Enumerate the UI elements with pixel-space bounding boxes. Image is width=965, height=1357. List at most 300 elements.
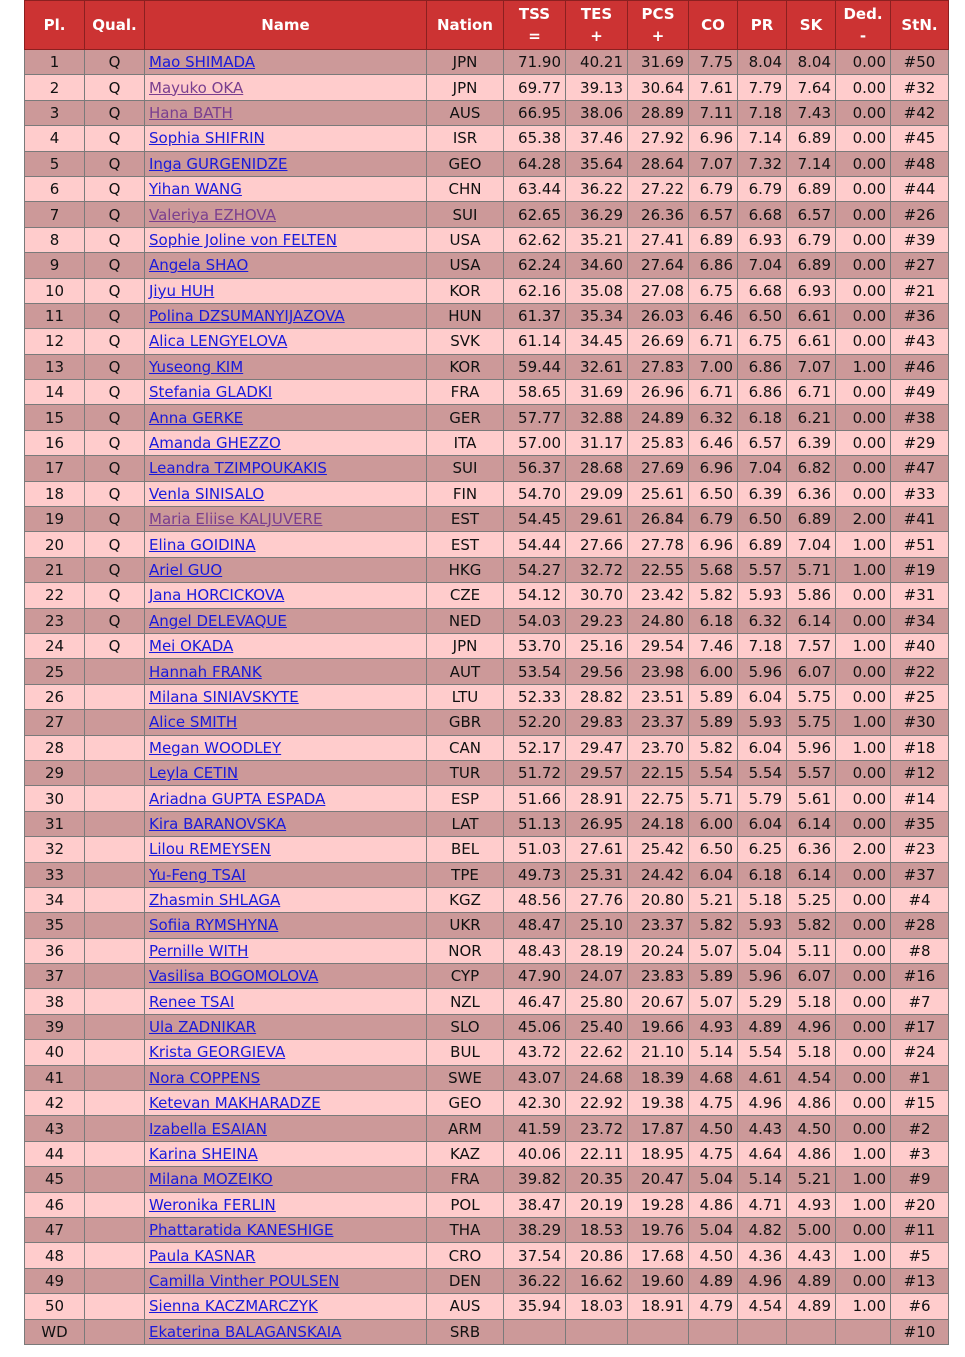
skater-name-link[interactable]: Maria Eliise KALJUVERE <box>149 510 323 529</box>
cell-nation: CRO <box>427 1243 504 1268</box>
cell-pcs: 20.67 <box>628 989 689 1014</box>
cell-nation: SUI <box>427 202 504 227</box>
cell-pcs: 22.55 <box>628 557 689 582</box>
cell-place: 27 <box>25 710 85 735</box>
cell-pr: 6.86 <box>738 380 787 405</box>
cell-co: 4.86 <box>689 1192 738 1217</box>
cell-name <box>145 1040 427 1065</box>
cell-pr: 6.25 <box>738 837 787 862</box>
cell-ded: 0.00 <box>836 151 891 176</box>
cell-tss: 48.43 <box>504 938 566 963</box>
skater-name-link[interactable]: Hannah FRANK <box>149 662 262 681</box>
cell-name <box>145 456 427 481</box>
table-row <box>25 1014 949 1039</box>
skater-name-link[interactable]: Nora COPPENS <box>149 1068 261 1087</box>
cell-pr: 6.04 <box>738 735 787 760</box>
cell-name <box>145 50 427 75</box>
cell-co: 5.71 <box>689 786 738 811</box>
cell-tes: 28.82 <box>566 684 628 709</box>
cell-qual <box>85 760 145 785</box>
skater-name-link[interactable]: Stefania GLADKI <box>149 383 273 402</box>
skater-name-link[interactable]: Sienna KACZMARCZYK <box>149 1297 318 1316</box>
skater-name-link[interactable]: Yihan WANG <box>149 180 242 199</box>
header-pcs-op: + <box>651 27 665 45</box>
cell-ded: 0.00 <box>836 1116 891 1141</box>
cell-tss: 54.45 <box>504 507 566 532</box>
cell-place: 10 <box>25 278 85 303</box>
cell-stn: #43 <box>891 329 949 354</box>
table-row <box>25 862 949 887</box>
skater-name-link[interactable]: Leyla CETIN <box>149 764 239 783</box>
table-row <box>25 1167 949 1192</box>
cell-place: 13 <box>25 354 85 379</box>
cell-stn: #24 <box>891 1040 949 1065</box>
cell-name <box>145 405 427 430</box>
table-row <box>25 50 949 75</box>
cell-name <box>145 151 427 176</box>
skater-name-link[interactable]: Valeriya EZHOVA <box>149 205 276 224</box>
cell-name <box>145 202 427 227</box>
skater-name-link[interactable]: Amanda GHEZZO <box>149 434 281 453</box>
cell-pcs: 31.69 <box>628 50 689 75</box>
cell-stn: #41 <box>891 507 949 532</box>
skater-name-link[interactable]: Milana MOZEIKO <box>149 1170 273 1189</box>
cell-pcs: 26.96 <box>628 380 689 405</box>
skater-name-link[interactable]: Ketevan MAKHARADZE <box>149 1094 321 1113</box>
cell-tss: 48.47 <box>504 913 566 938</box>
cell-place: 33 <box>25 862 85 887</box>
cell-nation: BUL <box>427 1040 504 1065</box>
cell-stn: #48 <box>891 151 949 176</box>
cell-nation: THA <box>427 1217 504 1242</box>
cell-stn: #39 <box>891 227 949 252</box>
cell-nation: KOR <box>427 354 504 379</box>
cell-stn: #47 <box>891 456 949 481</box>
skater-name-link[interactable]: Karina SHEINA <box>149 1144 258 1163</box>
table-row <box>25 786 949 811</box>
table-row <box>25 176 949 201</box>
skater-name-link[interactable]: Elina GOIDINA <box>149 535 256 554</box>
cell-tes: 30.70 <box>566 583 628 608</box>
cell-tss: 66.95 <box>504 100 566 125</box>
cell-nation: DEN <box>427 1268 504 1293</box>
cell-ded: 0.00 <box>836 405 891 430</box>
cell-place: 1 <box>25 50 85 75</box>
cell-ded: 0.00 <box>836 938 891 963</box>
skater-name-link[interactable]: Izabella ESAIAN <box>149 1119 267 1138</box>
cell-qual <box>85 735 145 760</box>
cell-pr: 4.89 <box>738 1014 787 1039</box>
cell-nation: JPN <box>427 75 504 100</box>
cell-stn: #9 <box>891 1167 949 1192</box>
skater-name-link[interactable]: Ekaterina BALAGANSKAIA <box>149 1322 342 1341</box>
skater-name-link[interactable]: Mei OKADA <box>149 637 234 656</box>
skater-name-link[interactable]: Megan WOODLEY <box>149 738 282 757</box>
table-row <box>25 608 949 633</box>
skater-name-link[interactable]: Jana HORCICKOVA <box>149 586 285 605</box>
cell-tes: 39.13 <box>566 75 628 100</box>
cell-sk <box>787 1319 836 1344</box>
cell-pr: 5.54 <box>738 1040 787 1065</box>
skater-name-link[interactable]: Krista GEORGIEVA <box>149 1043 286 1062</box>
cell-co: 6.57 <box>689 202 738 227</box>
cell-tss: 54.12 <box>504 583 566 608</box>
cell-nation: AUT <box>427 659 504 684</box>
cell-pcs: 18.39 <box>628 1065 689 1090</box>
cell-stn: #20 <box>891 1192 949 1217</box>
cell-nation: EST <box>427 532 504 557</box>
cell-ded: 0.00 <box>836 583 891 608</box>
skater-name-link[interactable]: Weronika FERLIN <box>149 1195 276 1214</box>
cell-pcs: 21.10 <box>628 1040 689 1065</box>
cell-ded: 0.00 <box>836 862 891 887</box>
cell-ded: 0.00 <box>836 481 891 506</box>
cell-sk: 6.14 <box>787 811 836 836</box>
cell-tss: 35.94 <box>504 1294 566 1319</box>
cell-pr: 6.50 <box>738 507 787 532</box>
cell-pcs: 17.68 <box>628 1243 689 1268</box>
cell-tss: 57.77 <box>504 405 566 430</box>
cell-nation: AUS <box>427 100 504 125</box>
skater-name-link[interactable]: Zhasmin SHLAGA <box>149 891 281 910</box>
table-row <box>25 1192 949 1217</box>
cell-pr: 6.86 <box>738 354 787 379</box>
cell-nation: ISR <box>427 126 504 151</box>
skater-name-link[interactable]: Mayuko OKA <box>149 78 244 97</box>
table-row <box>25 1294 949 1319</box>
skater-name-link[interactable]: Pernille WITH <box>149 941 249 960</box>
cell-name <box>145 862 427 887</box>
cell-qual: Q <box>85 278 145 303</box>
cell-stn: #46 <box>891 354 949 379</box>
header-pcs-label: PCS <box>641 5 675 23</box>
cell-nation: CHN <box>427 176 504 201</box>
cell-pr: 7.04 <box>738 253 787 278</box>
cell-sk: 7.04 <box>787 532 836 557</box>
skater-name-link[interactable]: Ariadna GUPTA ESPADA <box>149 789 326 808</box>
cell-place: 41 <box>25 1065 85 1090</box>
cell-place: 34 <box>25 887 85 912</box>
cell-stn: #3 <box>891 1141 949 1166</box>
cell-stn: #21 <box>891 278 949 303</box>
cell-pr: 6.93 <box>738 227 787 252</box>
cell-nation: FRA <box>427 1167 504 1192</box>
cell-name <box>145 837 427 862</box>
cell-pcs: 23.37 <box>628 710 689 735</box>
skater-name-link[interactable]: Paula KASNAR <box>149 1246 256 1265</box>
skater-name-link[interactable]: Ariel GUO <box>149 561 223 579</box>
table-row <box>25 278 949 303</box>
cell-stn: #44 <box>891 176 949 201</box>
cell-pcs: 26.84 <box>628 507 689 532</box>
cell-co: 6.18 <box>689 608 738 633</box>
cell-co: 4.79 <box>689 1294 738 1319</box>
skater-name-link[interactable]: Vasilisa BOGOMOLOVA <box>149 967 319 986</box>
cell-tss: 65.38 <box>504 126 566 151</box>
cell-name <box>145 811 427 836</box>
cell-qual <box>85 1040 145 1065</box>
cell-qual: Q <box>85 100 145 125</box>
skater-name-link[interactable]: Angel DELEVAQUE <box>149 611 287 630</box>
cell-pcs: 26.03 <box>628 303 689 328</box>
table-row <box>25 1243 949 1268</box>
cell-stn: #38 <box>891 405 949 430</box>
cell-place: 47 <box>25 1217 85 1242</box>
cell-ded: 0.00 <box>836 278 891 303</box>
cell-co: 4.89 <box>689 1268 738 1293</box>
cell-tss: 59.44 <box>504 354 566 379</box>
table-row <box>25 1141 949 1166</box>
cell-pcs: 20.24 <box>628 938 689 963</box>
skater-name-link[interactable]: Camilla Vinther POULSEN <box>149 1271 340 1290</box>
table-row <box>25 1268 949 1293</box>
cell-qual <box>85 1167 145 1192</box>
cell-qual: Q <box>85 227 145 252</box>
cell-sk: 5.21 <box>787 1167 836 1192</box>
cell-place: 20 <box>25 532 85 557</box>
cell-sk: 6.07 <box>787 964 836 989</box>
cell-sk: 7.57 <box>787 633 836 658</box>
cell-pcs: 24.18 <box>628 811 689 836</box>
cell-place: 21 <box>25 557 85 582</box>
cell-stn: #10 <box>891 1319 949 1344</box>
cell-pr: 7.79 <box>738 75 787 100</box>
cell-tss: 62.16 <box>504 278 566 303</box>
cell-pr: 4.61 <box>738 1065 787 1090</box>
cell-pr: 4.96 <box>738 1091 787 1116</box>
cell-sk: 4.89 <box>787 1294 836 1319</box>
cell-place: 18 <box>25 481 85 506</box>
cell-name <box>145 1065 427 1090</box>
skater-name-link[interactable]: Hana BATH <box>149 103 233 122</box>
cell-place: 8 <box>25 227 85 252</box>
table-row <box>25 837 949 862</box>
cell-tes: 24.68 <box>566 1065 628 1090</box>
cell-place: 28 <box>25 735 85 760</box>
cell-pr: 7.32 <box>738 151 787 176</box>
cell-ded: 2.00 <box>836 507 891 532</box>
cell-pr: 7.14 <box>738 126 787 151</box>
cell-name <box>145 887 427 912</box>
table-row <box>25 202 949 227</box>
cell-tes: 29.57 <box>566 760 628 785</box>
skater-name-link[interactable]: Sophie Joline von FELTEN <box>149 230 337 249</box>
cell-nation: SLO <box>427 1014 504 1039</box>
cell-pr: 8.04 <box>738 50 787 75</box>
cell-pcs: 27.78 <box>628 532 689 557</box>
cell-tss: 71.90 <box>504 50 566 75</box>
cell-nation: KOR <box>427 278 504 303</box>
cell-tes: 31.69 <box>566 380 628 405</box>
cell-place: 45 <box>25 1167 85 1192</box>
cell-place: 22 <box>25 583 85 608</box>
skater-name-link[interactable]: Alice SMITH <box>149 713 238 732</box>
cell-co: 6.96 <box>689 456 738 481</box>
skater-name-link[interactable]: Inga GURGENIDZE <box>149 154 288 173</box>
skater-name-link[interactable]: Mao SHIMADA <box>149 53 256 72</box>
cell-stn: #7 <box>891 989 949 1014</box>
cell-name <box>145 710 427 735</box>
cell-tss: 63.44 <box>504 176 566 201</box>
header-place: Pl. <box>25 1 85 50</box>
cell-place: WD <box>25 1319 85 1344</box>
cell-co: 5.89 <box>689 710 738 735</box>
skater-name-link[interactable]: Venla SINISALO <box>149 484 265 503</box>
cell-name <box>145 253 427 278</box>
cell-pr: 6.50 <box>738 303 787 328</box>
cell-pr: 5.04 <box>738 938 787 963</box>
cell-nation: POL <box>427 1192 504 1217</box>
cell-co: 6.71 <box>689 380 738 405</box>
cell-pcs: 23.70 <box>628 735 689 760</box>
cell-tss: 47.90 <box>504 964 566 989</box>
cell-pr: 7.04 <box>738 456 787 481</box>
cell-sk: 5.75 <box>787 710 836 735</box>
cell-name <box>145 75 427 100</box>
cell-qual <box>85 786 145 811</box>
cell-sk: 6.79 <box>787 227 836 252</box>
cell-pcs: 28.64 <box>628 151 689 176</box>
cell-nation: NZL <box>427 989 504 1014</box>
cell-nation: USA <box>427 227 504 252</box>
cell-stn: #49 <box>891 380 949 405</box>
cell-co: 6.00 <box>689 659 738 684</box>
cell-name <box>145 735 427 760</box>
cell-stn: #35 <box>891 811 949 836</box>
skater-name-link[interactable]: Angela SHAO <box>149 256 249 275</box>
cell-tss: 41.59 <box>504 1116 566 1141</box>
skater-name-link[interactable]: Milana SINIAVSKYTE <box>149 687 299 706</box>
cell-pcs: 25.83 <box>628 430 689 455</box>
cell-stn: #6 <box>891 1294 949 1319</box>
skater-name-link[interactable]: Leandra TZIMPOUKAKIS <box>149 459 327 478</box>
cell-sk: 6.36 <box>787 481 836 506</box>
cell-tss: 38.47 <box>504 1192 566 1217</box>
cell-co: 5.54 <box>689 760 738 785</box>
cell-tes: 27.61 <box>566 837 628 862</box>
cell-place: 48 <box>25 1243 85 1268</box>
cell-name <box>145 430 427 455</box>
cell-ded: 0.00 <box>836 380 891 405</box>
cell-qual: Q <box>85 507 145 532</box>
cell-co: 6.96 <box>689 532 738 557</box>
cell-ded: 0.00 <box>836 1040 891 1065</box>
cell-pcs: 23.83 <box>628 964 689 989</box>
cell-qual <box>85 1116 145 1141</box>
cell-qual <box>85 837 145 862</box>
table-row <box>25 354 949 379</box>
cell-stn: #17 <box>891 1014 949 1039</box>
cell-nation: EST <box>427 507 504 532</box>
cell-stn: #37 <box>891 862 949 887</box>
table-row <box>25 100 949 125</box>
cell-stn: #18 <box>891 735 949 760</box>
header-tes-op: + <box>590 27 603 45</box>
cell-tes: 20.35 <box>566 1167 628 1192</box>
cell-co: 4.50 <box>689 1243 738 1268</box>
cell-nation: USA <box>427 253 504 278</box>
cell-sk: 6.14 <box>787 608 836 633</box>
cell-stn: #28 <box>891 913 949 938</box>
cell-name <box>145 1091 427 1116</box>
cell-stn: #8 <box>891 938 949 963</box>
cell-name <box>145 100 427 125</box>
cell-tes: 29.09 <box>566 481 628 506</box>
cell-sk: 4.50 <box>787 1116 836 1141</box>
cell-stn: #4 <box>891 887 949 912</box>
cell-sk: 4.43 <box>787 1243 836 1268</box>
skater-name-link[interactable]: Renee TSAI <box>149 992 235 1011</box>
cell-co: 5.21 <box>689 887 738 912</box>
cell-tes: 28.19 <box>566 938 628 963</box>
skater-name-link[interactable]: Yu-Feng TSAI <box>149 865 246 884</box>
table-row <box>25 684 949 709</box>
skater-name-link[interactable]: Sofiia RYMSHYNA <box>149 916 279 935</box>
cell-nation: FRA <box>427 380 504 405</box>
cell-ded: 0.00 <box>836 760 891 785</box>
cell-ded: 0.00 <box>836 202 891 227</box>
cell-sk: 6.71 <box>787 380 836 405</box>
cell-tss: 52.33 <box>504 684 566 709</box>
skater-name-link[interactable]: Ula ZADNIKAR <box>149 1018 257 1037</box>
cell-pcs: 27.41 <box>628 227 689 252</box>
cell-place: 44 <box>25 1141 85 1166</box>
skater-name-link[interactable]: Sophia SHIFRIN <box>149 129 265 148</box>
cell-pcs: 22.75 <box>628 786 689 811</box>
cell-pcs: 27.69 <box>628 456 689 481</box>
cell-pcs: 23.51 <box>628 684 689 709</box>
cell-sk: 5.18 <box>787 1040 836 1065</box>
cell-qual: Q <box>85 380 145 405</box>
header-tss-op: = <box>528 27 541 45</box>
table-row <box>25 887 949 912</box>
cell-pr: 7.18 <box>738 100 787 125</box>
cell-co: 5.89 <box>689 964 738 989</box>
cell-place: 12 <box>25 329 85 354</box>
cell-co: 4.75 <box>689 1091 738 1116</box>
skater-name-link[interactable]: Anna GERKE <box>149 408 244 427</box>
skater-name-link[interactable]: Jiyu HUH <box>149 281 215 300</box>
skater-name-link[interactable]: Alica LENGYELOVA <box>149 332 288 351</box>
cell-name <box>145 126 427 151</box>
skater-name-link[interactable]: Phattaratida KANESHIGE <box>149 1221 334 1240</box>
cell-nation: JPN <box>427 50 504 75</box>
cell-ded <box>836 1319 891 1344</box>
cell-pr: 6.39 <box>738 481 787 506</box>
cell-name <box>145 1243 427 1268</box>
cell-ded: 1.00 <box>836 735 891 760</box>
skater-name-link[interactable]: Yuseong KIM <box>149 357 244 376</box>
cell-qual <box>85 862 145 887</box>
cell-qual <box>85 989 145 1014</box>
cell-stn: #25 <box>891 684 949 709</box>
skater-name-link[interactable]: Kira BARANOVSKA <box>149 814 287 833</box>
skater-name-link[interactable]: Lilou REMEYSEN <box>149 840 271 859</box>
cell-sk: 5.96 <box>787 735 836 760</box>
skater-name-link[interactable]: Polina DZSUMANYIJAZOVA <box>149 307 345 326</box>
cell-sk: 4.54 <box>787 1065 836 1090</box>
cell-stn: #13 <box>891 1268 949 1293</box>
cell-place: 15 <box>25 405 85 430</box>
cell-sk: 6.93 <box>787 278 836 303</box>
cell-sk: 5.57 <box>787 760 836 785</box>
cell-co: 6.50 <box>689 837 738 862</box>
cell-sk: 7.43 <box>787 100 836 125</box>
cell-sk: 4.86 <box>787 1091 836 1116</box>
header-qual: Qual. <box>85 1 145 50</box>
cell-nation: NOR <box>427 938 504 963</box>
cell-tss: 51.66 <box>504 786 566 811</box>
